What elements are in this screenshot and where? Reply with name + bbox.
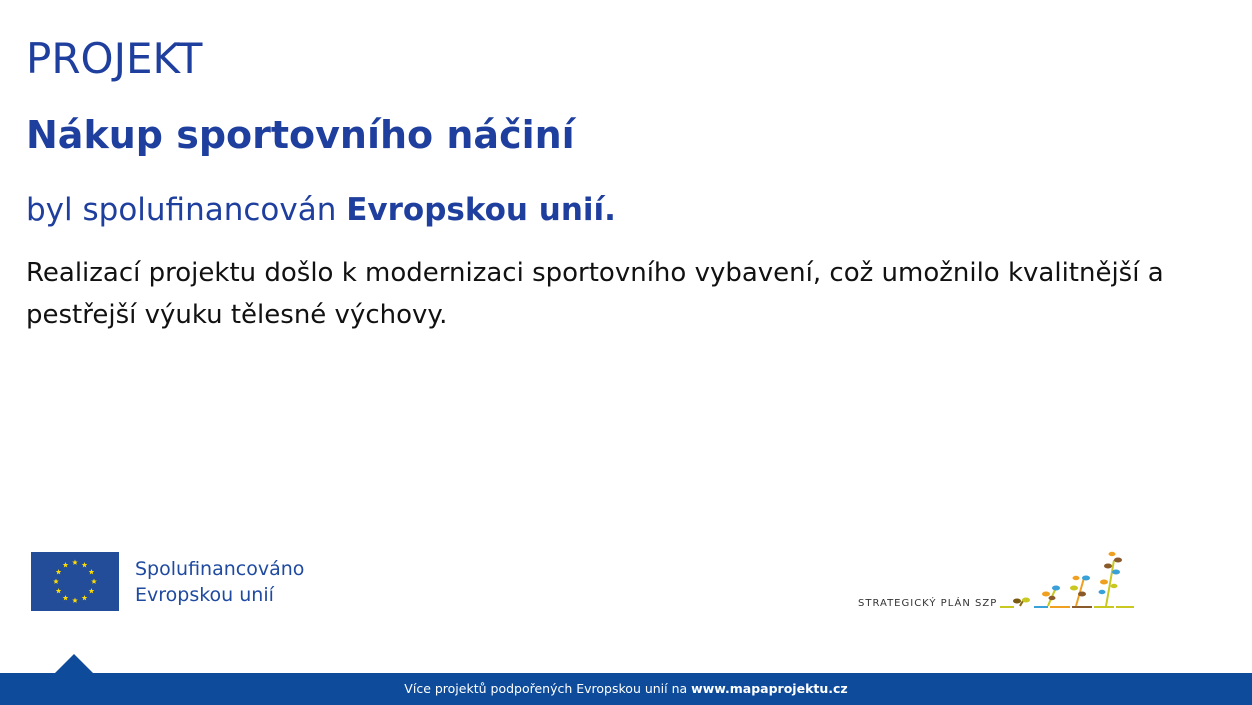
eu-star-icon <box>56 588 62 593</box>
sprouts-icon <box>998 548 1148 614</box>
eu-star-icon <box>82 595 88 600</box>
eu-flag-icon <box>31 552 119 611</box>
project-description: Realizací projektu došlo k modernizaci sportovního vybavení, což umožnilo kvalitnější a pestřejší výuku tělesné výchovy. <box>26 258 1164 330</box>
eu-star-icon <box>82 562 88 567</box>
funding-emphasis: Evropskou unií. <box>346 192 616 228</box>
eu-logo-line1: Spolufinancováno <box>135 557 305 580</box>
eu-star-icon <box>56 569 62 574</box>
footer-bar <box>0 673 1252 705</box>
project-label: PROJEKT <box>26 34 203 83</box>
eu-star-icon <box>72 560 78 565</box>
eu-star-icon <box>72 598 78 603</box>
eu-logo-text <box>135 556 304 608</box>
funding-statement <box>26 186 616 234</box>
eu-logo-line2: Evropskou unií <box>135 583 274 606</box>
eu-star-icon <box>89 569 95 574</box>
eu-star-icon <box>91 579 97 584</box>
eu-star-icon <box>89 588 95 593</box>
szp-logo <box>858 548 1158 618</box>
eu-star-icon <box>53 579 59 584</box>
eu-star-icon <box>63 595 69 600</box>
project-title: Nákup sportovního náčiní <box>26 113 575 157</box>
funding-prefix: byl spolufinancován <box>26 192 337 228</box>
footer-link[interactable]: www.mapaprojektu.cz <box>691 681 848 696</box>
szp-logo-text: STRATEGICKÝ PLÁN SZP <box>858 598 998 609</box>
eu-cofunded-logo <box>31 552 304 611</box>
eu-star-icon <box>63 562 69 567</box>
footer-text: Více projektů podpořených Evropskou unií na <box>404 681 688 696</box>
footer-tab-marker <box>54 654 94 674</box>
